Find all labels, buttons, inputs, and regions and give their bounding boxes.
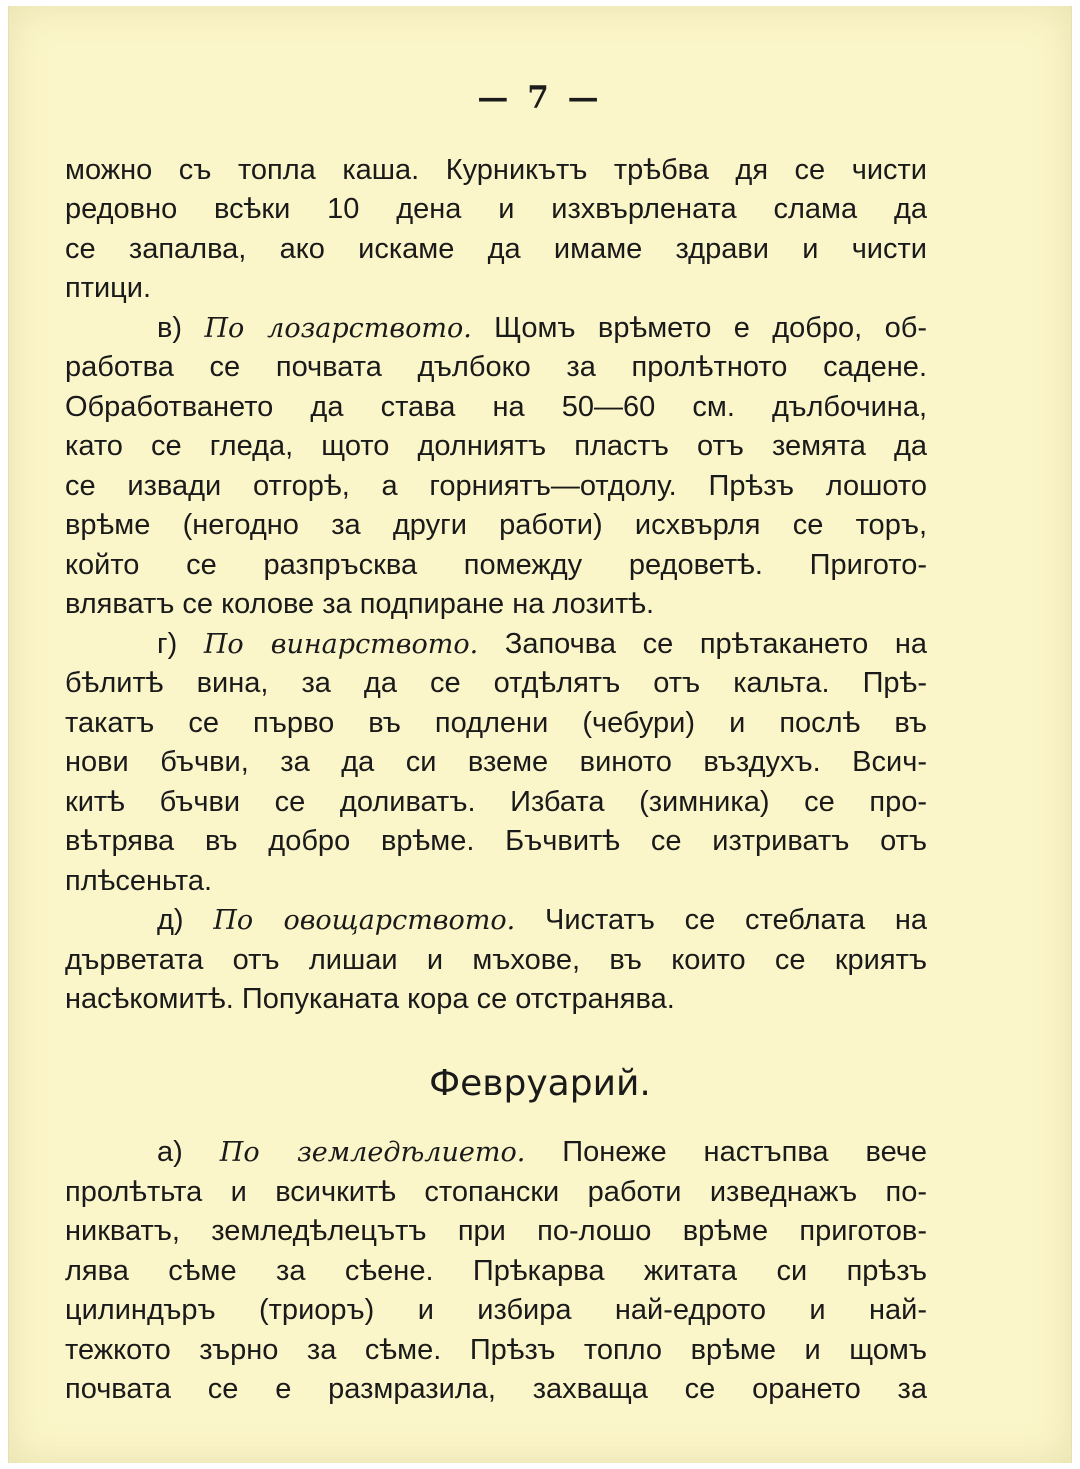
section-title: По лозарството. bbox=[204, 313, 472, 344]
text-run: Започва се прѣтакането на bbox=[504, 628, 927, 660]
text-run: Щомъ врѣмето е добро, об- bbox=[494, 312, 927, 344]
list-marker: д) bbox=[157, 904, 184, 936]
text-line: никватъ, земледѣлецътъ при по-лошо врѣме приготов- bbox=[65, 1215, 927, 1247]
text-line: китѣ бъчви се доливатъ. Избата (зимника) се про- bbox=[65, 786, 927, 818]
section-title: По земледѣлието. bbox=[219, 1137, 526, 1168]
text-line: Обработването да става на 50—60 см. дълбочина, bbox=[65, 391, 927, 423]
text-line: птици. bbox=[65, 272, 152, 304]
text-line: врѣме (негодно за други работи) исхвърля се торъ, bbox=[65, 509, 927, 541]
text-line: такатъ се първо въ подлени (чебури) и послѣ въ bbox=[65, 707, 927, 739]
section-title: По овощарството. bbox=[213, 905, 516, 936]
text-line: вляватъ се колове за подпиране на лозитѣ. bbox=[65, 588, 655, 620]
book-page bbox=[8, 6, 1072, 1463]
month-heading: Февруарий. bbox=[429, 1063, 651, 1104]
text-line: работва се почвата дълбоко за пролѣтното садене. bbox=[65, 351, 927, 383]
text-line: редовно всѣки 10 дена и изхвърлената слама да bbox=[65, 193, 927, 225]
text-line: който се разпръсква помежду редоветѣ. Пригото- bbox=[65, 549, 927, 581]
list-marker: в) bbox=[157, 312, 183, 344]
text-line: тежкото зърно за сѣме. Прѣзъ топло врѣме и щомъ bbox=[65, 1334, 927, 1366]
text-line: почвата се е размразила, захваща се орането за bbox=[65, 1373, 927, 1405]
text-line: плѣсеньта. bbox=[65, 865, 213, 897]
text-line: лява сѣме за сѣене. Прѣкарва житата си прѣзъ bbox=[65, 1255, 927, 1287]
text-line: можно съ топла каша. Курникътъ трѣбва дя се чисти bbox=[65, 154, 927, 186]
text-line: вѣтрява въ добро врѣме. Бъчвитѣ се изтриватъ отъ bbox=[65, 825, 927, 857]
text-line: бѣлитѣ вина, за да се отдѣлятъ отъ кальта. Прѣ- bbox=[65, 667, 927, 699]
paragraph-d-first-line bbox=[65, 904, 927, 938]
text-line: дърветата отъ лишаи и мъхове, въ които се криятъ bbox=[65, 944, 927, 976]
page-number: — 7 — bbox=[477, 80, 603, 116]
text-line: като се гледа, щото долниятъ пластъ отъ земята да bbox=[65, 430, 927, 462]
paragraph-g-first-line bbox=[65, 628, 927, 662]
list-marker: г) bbox=[157, 628, 178, 660]
paragraph-v-first-line bbox=[65, 312, 927, 346]
text-line: нови бъчви, за да си вземе виното въздухъ. Всич- bbox=[65, 746, 927, 778]
text-line: насѣкомитѣ. Попуканата кора се отстранява. bbox=[65, 983, 675, 1015]
section-title: По винарството. bbox=[203, 629, 479, 660]
paragraph-a-first-line bbox=[65, 1136, 927, 1170]
text-run: Чистатъ се стеблата на bbox=[544, 904, 927, 936]
text-line: се извади отгорѣ, а горниятъ—отдолу. Прѣзъ лошото bbox=[65, 470, 927, 502]
text-line: се запалва, ако искаме да имаме здрави и чисти bbox=[65, 233, 927, 265]
text-run: Понеже настъпва вече bbox=[562, 1136, 927, 1168]
list-marker: а) bbox=[157, 1136, 183, 1168]
text-line: пролѣтьта и всичкитѣ стопански работи изведнажъ по- bbox=[65, 1176, 927, 1208]
text-line: цилиндъръ (триоръ) и избира най-едрото и най- bbox=[65, 1294, 927, 1326]
